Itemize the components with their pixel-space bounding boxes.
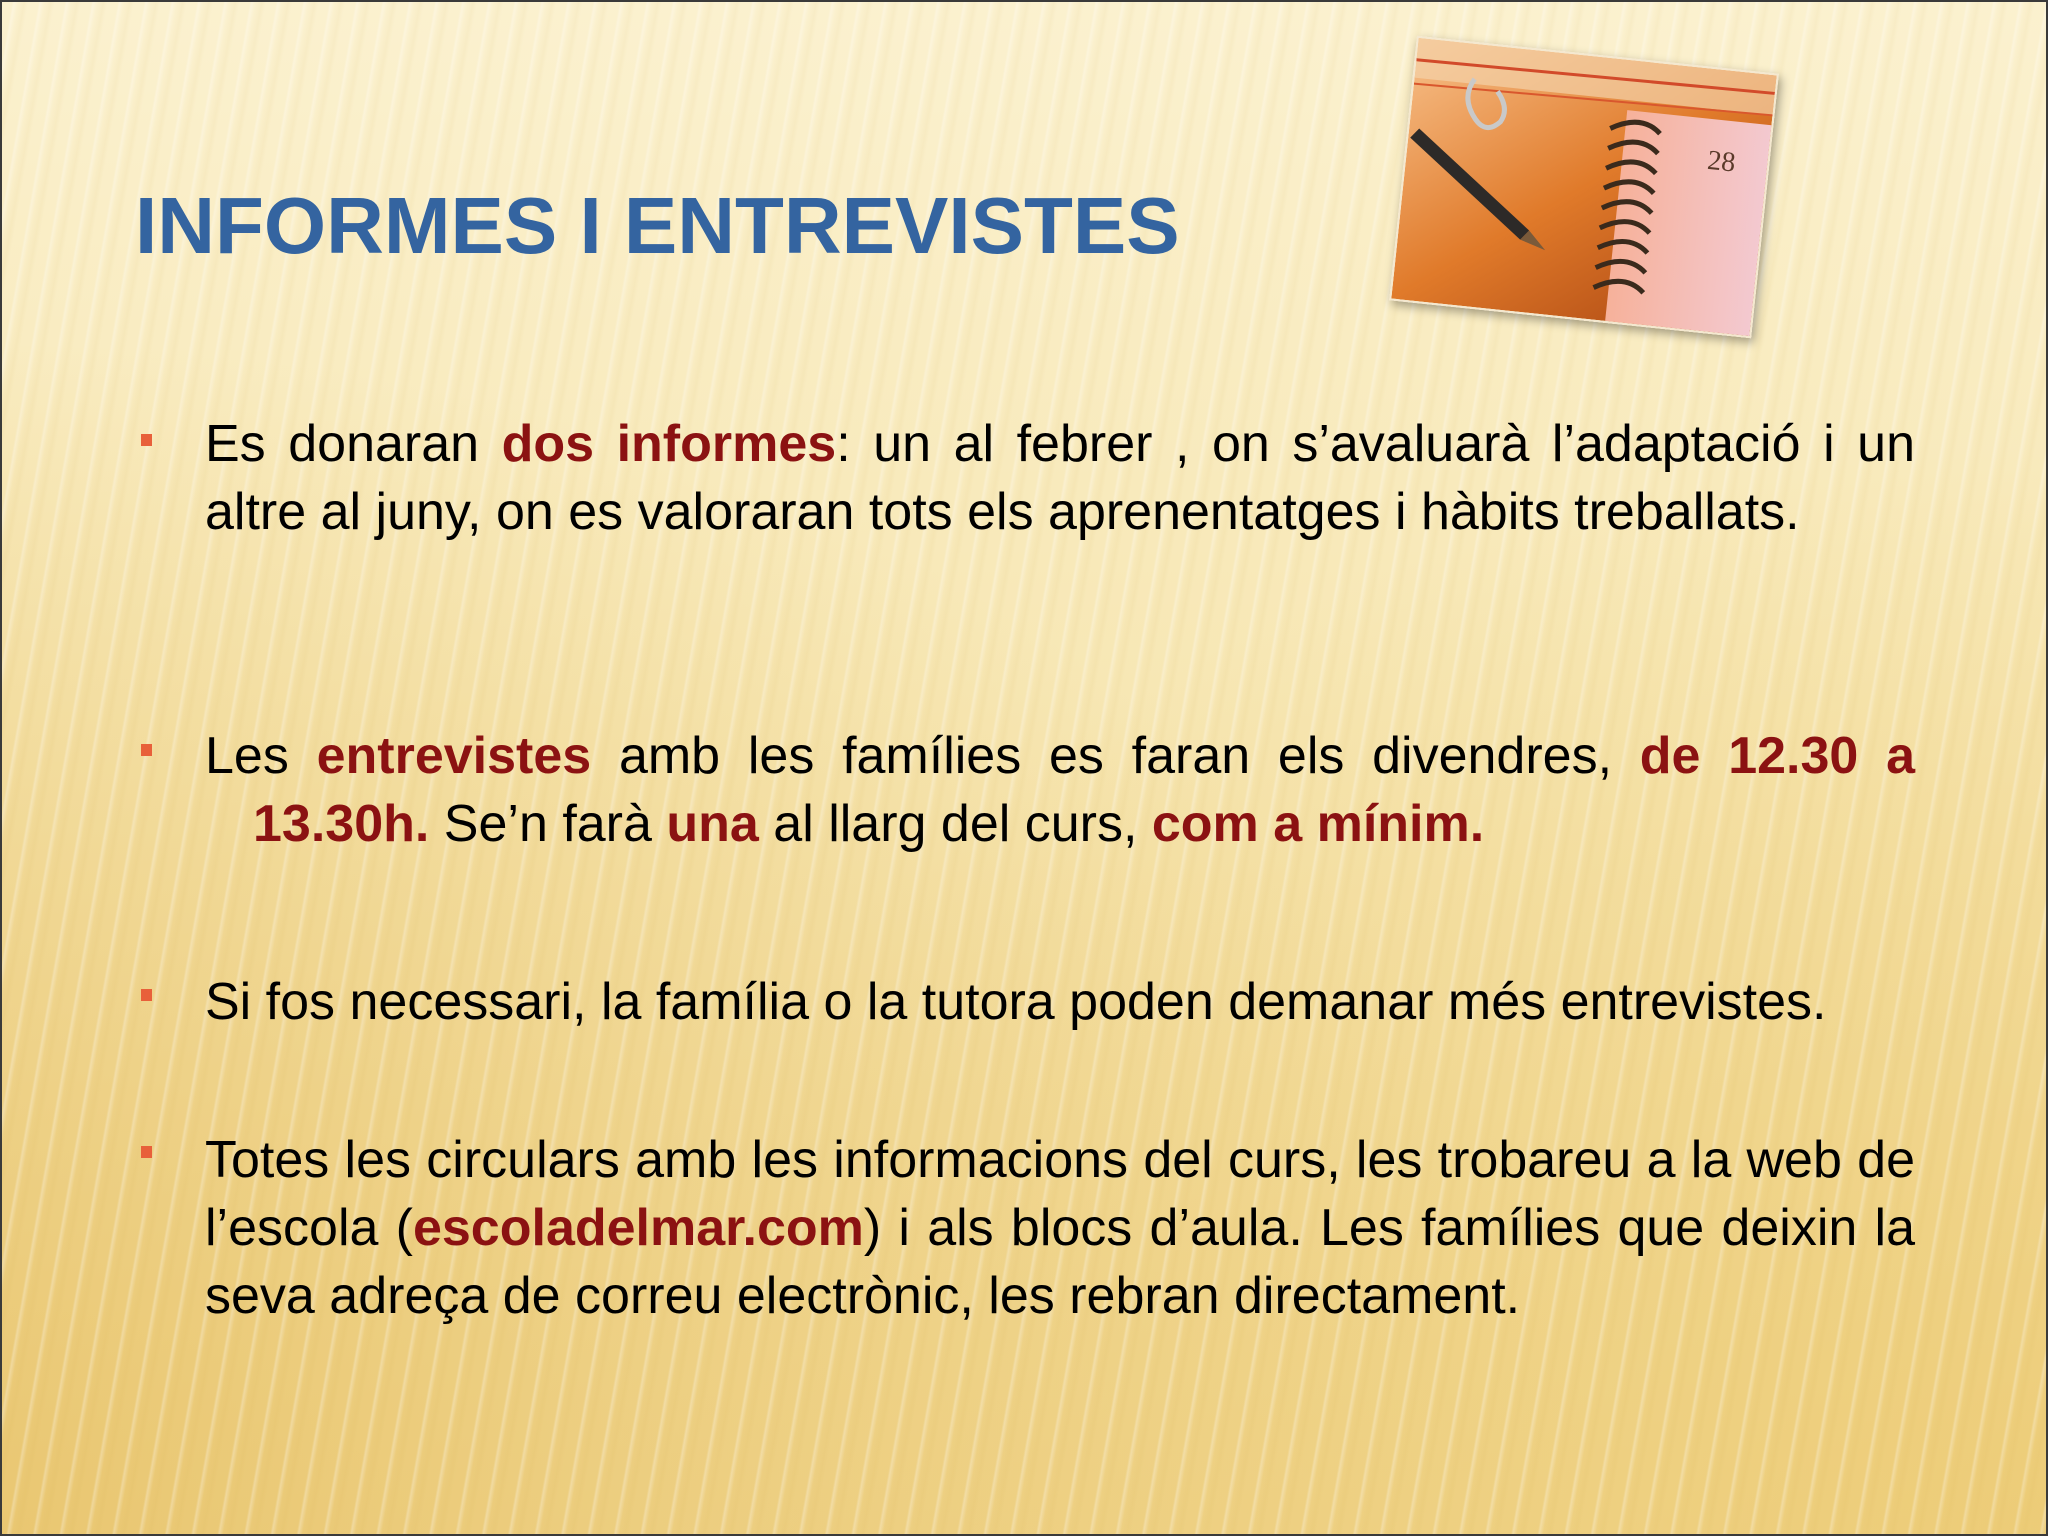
emphasis-text: dos informes [501,415,837,473]
emphasis-text: entrevistes [316,727,592,785]
bullet-marker [141,744,152,756]
bullet-item-circulars [205,1126,1915,1330]
text-run: Se’n farà [429,795,667,853]
notebook-pencil-photo [1389,36,1779,339]
text-run: amb les famílies es faran els divendres, [591,727,1640,785]
text-run: Les [205,727,317,785]
bullet-item-necessari: Si fos necessari, la família o la tutora poden demanar més entrevistes. [205,973,1827,1031]
emphasis-text: 13.30h. [253,795,430,853]
text-run: al llarg del curs, [758,795,1152,853]
bullet-item-entrevistes [205,722,1915,858]
bullet-marker [141,434,152,446]
line [205,722,1915,790]
text-run: Es donaran [205,415,502,473]
text-run: ) i als blocs d’aula. Les famílies que deixin la seva adreça de correu electrònic, les rebran directament. [205,1199,1915,1325]
bullet-item-informes [205,410,1915,546]
notebook-pencil-icon [1391,38,1776,336]
line [205,790,1915,858]
text-run: Totes les circulars amb les informacions del curs, les trobareu a la web de l’escola ( [205,1131,1915,1257]
text-run: : un al febrer , on s’avaluarà l’adaptació i un altre al juny, on es valoraran tots els aprenentatges i hàbits treballats. [205,415,1915,541]
emphasis-text: com a mínim. [1151,795,1485,853]
slide-title: INFORMES I ENTREVISTES [135,181,1180,270]
emphasis-text: una [666,795,759,853]
bullet-marker [141,989,152,1001]
svg-text:28: 28 [1705,144,1737,179]
bullet-marker [141,1146,152,1158]
emphasis-text: de 12.30 a [1639,727,1915,785]
website-link-text: escoladelmar.com [412,1199,864,1257]
